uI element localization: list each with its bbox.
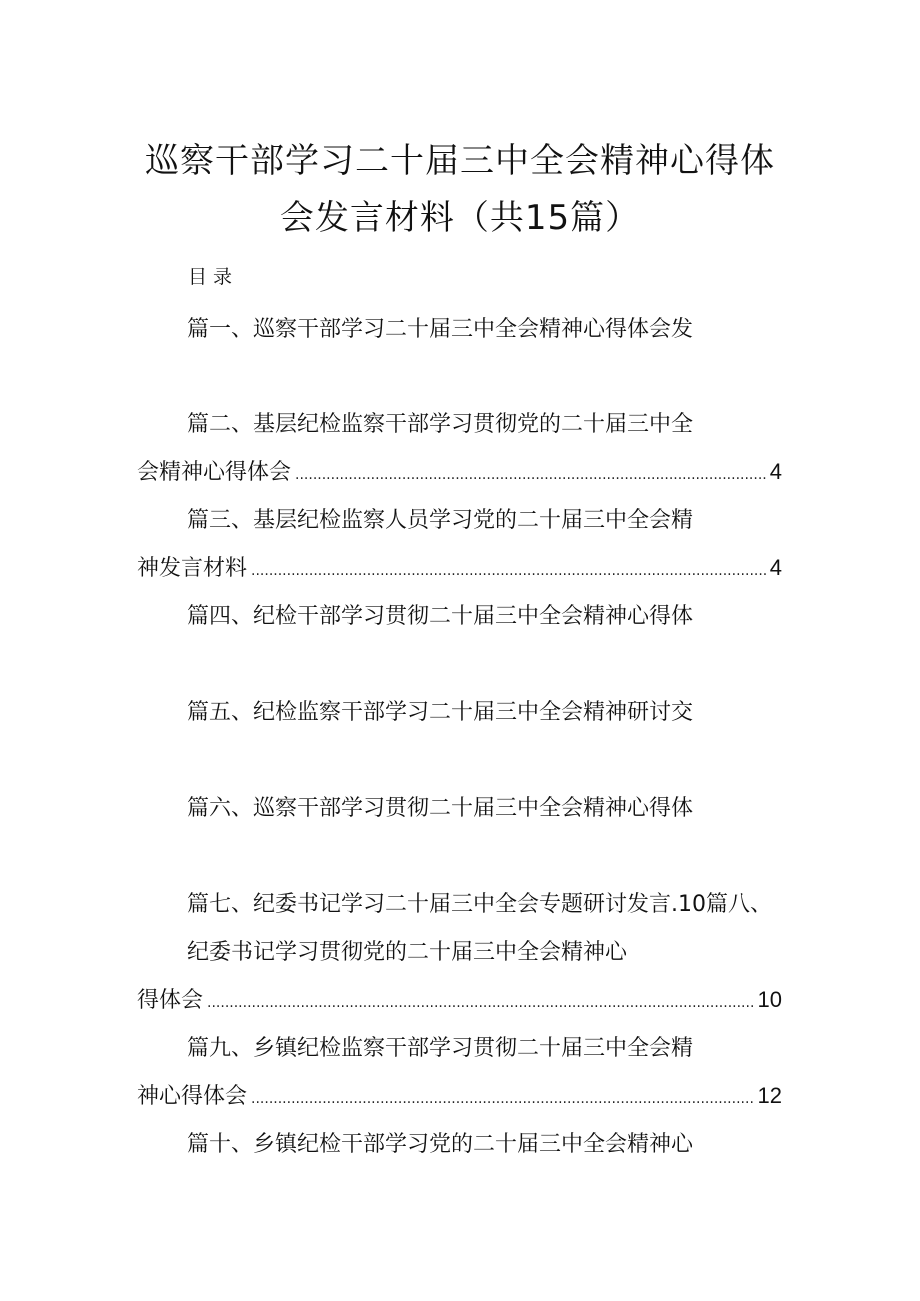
toc-entry-8-page-number: 10 xyxy=(757,987,782,1012)
toc-entry-2-leader[interactable] xyxy=(137,455,782,486)
toc-entry-9[interactable]: 篇九、乡镇纪检监察干部学习贯彻二十届三中全会精 xyxy=(187,1036,694,1061)
toc-entry-9-continuation: 神心得体会 xyxy=(137,1084,248,1109)
document-title-line-2: 会发言材料（共15篇） xyxy=(279,198,641,238)
toc-entry-3[interactable]: 篇三、基层纪检监察人员学习党的二十届三中全会精 xyxy=(187,508,694,533)
toc-entry-9-leader[interactable] xyxy=(137,1079,782,1110)
dot-leader xyxy=(207,995,754,1011)
toc-entry-1[interactable]: 篇一、巡察干部学习二十届三中全会精神心得体会发 xyxy=(187,317,694,342)
toc-entry-10[interactable]: 篇十、乡镇纪检干部学习党的二十届三中全会精神心 xyxy=(187,1132,694,1157)
dot-leader xyxy=(251,563,766,579)
toc-heading: 目录 xyxy=(188,266,239,288)
toc-entry-3-continuation: 神发言材料 xyxy=(137,556,248,581)
dot-leader xyxy=(251,1091,754,1107)
toc-entry-5[interactable]: 篇五、纪检监察干部学习二十届三中全会精神研讨交 xyxy=(187,700,694,725)
toc-entry-6[interactable]: 篇六、巡察干部学习贯彻二十届三中全会精神心得体 xyxy=(187,796,694,821)
toc-entry-4[interactable]: 篇四、纪检干部学习贯彻二十届三中全会精神心得体 xyxy=(187,604,694,629)
toc-entry-3-leader[interactable] xyxy=(137,551,782,582)
toc-entry-2-continuation: 会精神心得体会 xyxy=(137,460,292,485)
toc-entry-8[interactable]: 纪委书记学习贯彻党的二十届三中全会精神心 xyxy=(187,940,628,965)
toc-entry-7[interactable]: 篇七、纪委书记学习二十届三中全会专题研讨发言.10篇八、 xyxy=(187,892,772,917)
dot-leader xyxy=(295,467,766,483)
toc-entry-9-page-number: 12 xyxy=(757,1083,782,1108)
toc-entry-8-continuation: 得体会 xyxy=(137,988,204,1013)
toc-entry-3-page-number: 4 xyxy=(769,555,782,580)
toc-entry-8-leader[interactable] xyxy=(137,983,782,1014)
toc-entry-2-page-number: 4 xyxy=(769,459,782,484)
document-title-line-1: 巡察干部学习二十届三中全会精神心得体 xyxy=(145,141,775,181)
toc-entry-2[interactable]: 篇二、基层纪检监察干部学习贯彻党的二十届三中全 xyxy=(187,412,694,437)
